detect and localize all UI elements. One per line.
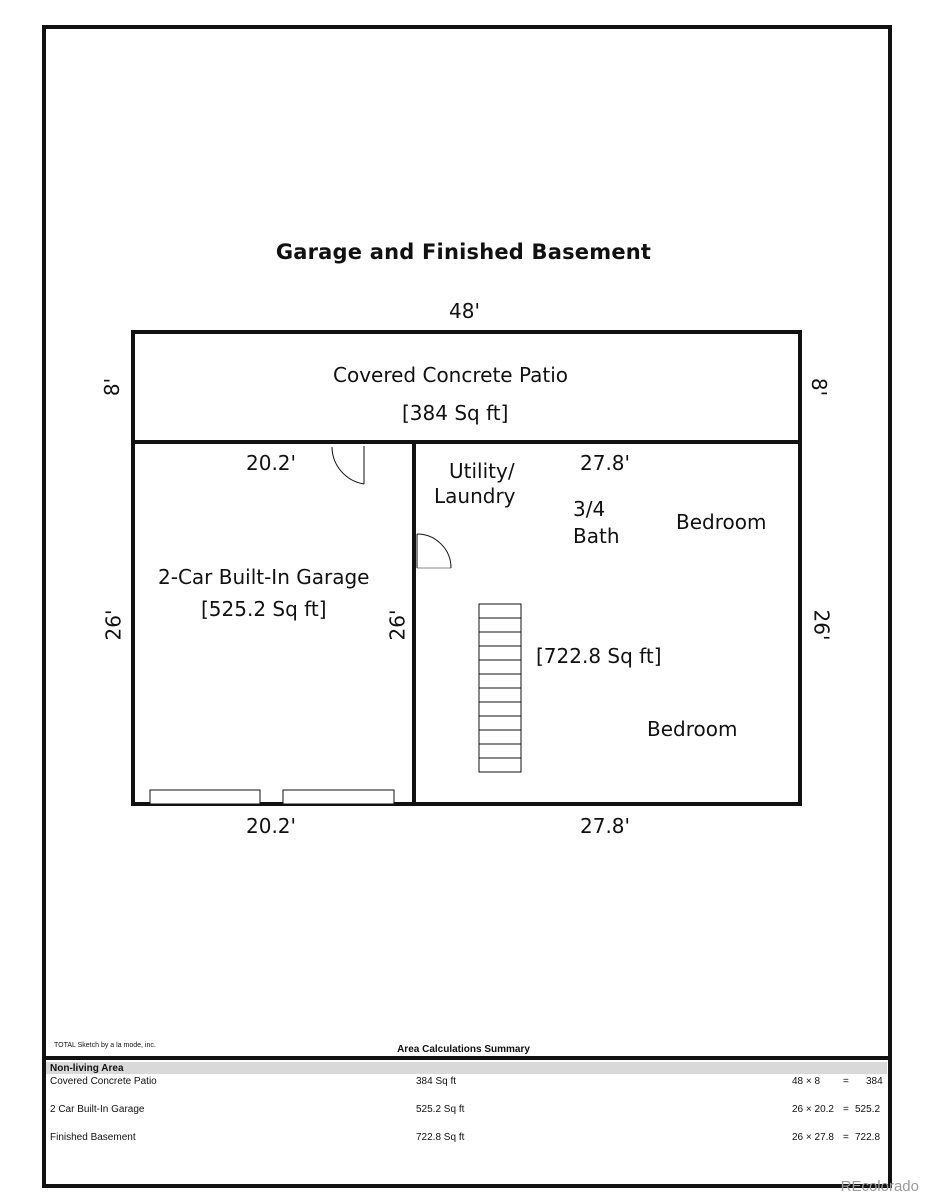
row-eq: = (843, 1104, 849, 1115)
watermark: REcolorado (840, 1178, 919, 1195)
stair-tread (479, 688, 521, 702)
room-bedroom-1: Bedroom (676, 510, 767, 534)
row-total: 384 (866, 1076, 883, 1087)
dim-garage-left: 26' (101, 609, 126, 641)
row-name: Covered Concrete Patio (50, 1076, 157, 1087)
door-swing-top (332, 446, 364, 484)
row-name: 2 Car Built-In Garage (50, 1104, 145, 1115)
dim-garage-inner: 26' (385, 609, 410, 641)
room-bath-line1: 3/4 (573, 497, 606, 521)
room-garage-area: [525.2 Sq ft] (201, 597, 327, 621)
room-utility-line1: Utility/ (449, 459, 515, 483)
garage-door-left (150, 790, 260, 804)
dim-patio-right: 8' (807, 377, 832, 397)
dim-garage-bottom: 20.2' (246, 814, 297, 838)
row-eq: = (843, 1132, 849, 1143)
row-total: 525.2 (855, 1104, 881, 1115)
stair-tread (479, 716, 521, 730)
dim-patio-left: 8' (100, 377, 125, 397)
dim-basement-bottom: 27.8' (580, 814, 631, 838)
room-patio-name: Covered Concrete Patio (333, 363, 568, 387)
summary-divider (42, 1056, 891, 1060)
row-total: 722.8 (855, 1132, 881, 1143)
summary-title: Area Calculations Summary (397, 1044, 530, 1055)
stair-tread (479, 660, 521, 674)
room-utility-line2: Laundry (434, 484, 516, 508)
row-calc: 26 × 20.2 (792, 1104, 834, 1115)
stair-tread (479, 702, 521, 716)
dim-top: 48' (449, 299, 480, 323)
room-garage-name: 2-Car Built-In Garage (158, 565, 370, 589)
dim-basement-top: 27.8' (580, 451, 631, 475)
stair-tread (479, 744, 521, 758)
dim-basement-right: 26' (809, 609, 834, 641)
row-calc: 26 × 27.8 (792, 1132, 834, 1143)
row-eq: = (843, 1076, 849, 1087)
stair-tread (479, 632, 521, 646)
room-bath-line2: Bath (573, 524, 620, 548)
stair-tread (479, 758, 521, 772)
room-patio-area: [384 Sq ft] (402, 401, 509, 425)
garage-door-right (283, 790, 394, 804)
row-area: 722.8 Sq ft (416, 1132, 465, 1143)
stair-tread (479, 674, 521, 688)
stair-tread (479, 604, 521, 618)
row-area: 384 Sq ft (416, 1076, 457, 1087)
sketch-title: Garage and Finished Basement (275, 240, 652, 264)
door-swing-utility (417, 534, 451, 568)
room-basement-area: [722.8 Sq ft] (536, 644, 662, 668)
staircase (479, 604, 521, 772)
section-label: Non-living Area (50, 1063, 124, 1074)
stair-tread (479, 618, 521, 632)
stair-tread (479, 646, 521, 660)
row-area: 525.2 Sq ft (416, 1104, 465, 1115)
section-bar (46, 1062, 887, 1074)
row-name: Finished Basement (50, 1132, 136, 1143)
software-credit: TOTAL Sketch by a la mode, inc. (54, 1042, 156, 1049)
dim-garage-top: 20.2' (246, 451, 297, 475)
row-calc: 48 × 8 (792, 1076, 821, 1087)
stair-tread (479, 730, 521, 744)
room-bedroom-2: Bedroom (647, 717, 738, 741)
